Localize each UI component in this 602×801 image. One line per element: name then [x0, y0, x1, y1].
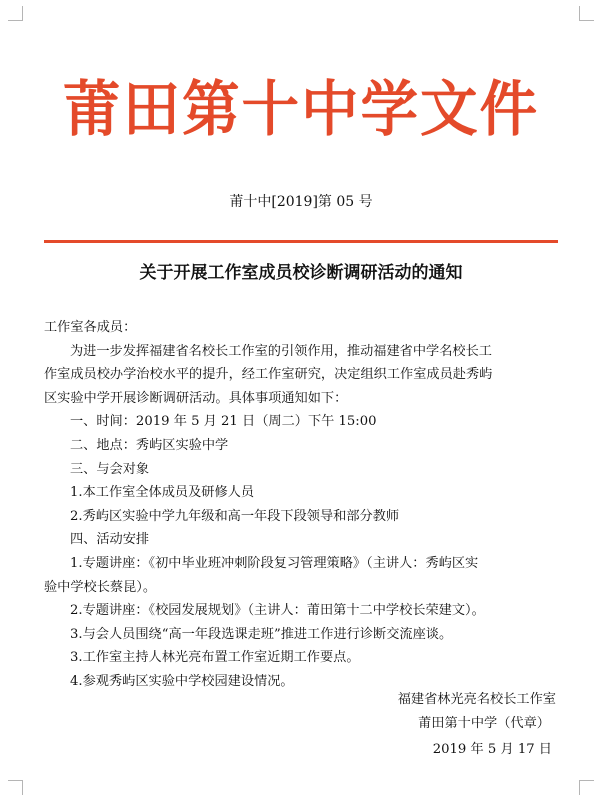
item-schedule-1-cont: 验中学校长蔡昆）。 — [44, 579, 157, 595]
crop-mark-top-left — [8, 6, 23, 21]
notice-title: 关于开展工作室成员校诊断调研活动的通知 — [139, 263, 463, 283]
item-attendees-2: 2.秀屿区实验中学九年级和高一年段下段领导和部分教师 — [70, 508, 400, 524]
intro-line-1: 为进一步发挥福建省名校长工作室的引领作用，推动福建省中学名校长工 — [70, 343, 492, 359]
signature-org: 福建省林光亮名校长工作室 — [397, 692, 556, 707]
intro-line-3: 区实验中学开展诊断调研活动。具体事项通知如下： — [44, 390, 348, 406]
signature-school: 莆田第十中学（代章） — [418, 716, 550, 731]
crop-mark-top-right — [579, 6, 594, 21]
salutation: 工作室各成员： — [44, 320, 137, 335]
red-divider-line — [44, 240, 558, 243]
item-schedule-2: 2.专题讲座：《校园发展规划》（主讲人：莆田第十二中学校长荣建文）。 — [70, 603, 485, 619]
document-masthead: 莆田第十中学文件 — [62, 75, 540, 145]
item-location: 二、地点：秀屿区实验中学 — [70, 437, 229, 453]
item-time: 一、时间：2019 年 5 月 21 日（周二）下午 15:00 — [70, 414, 377, 430]
notice-body — [44, 316, 564, 694]
item-schedule-4: 3.工作室主持人林光亮布置工作室近期工作要点。 — [70, 650, 360, 666]
crop-mark-bottom-right — [579, 780, 594, 795]
document-number: 莆十中[2019]第 05 号 — [229, 194, 373, 210]
crop-mark-bottom-left — [8, 780, 23, 795]
intro-line-2: 作室成员校办学治校水平的提升，经工作室研究，决定组织工作室成员赴秀屿 — [44, 367, 493, 383]
item-attendees-1: 1.本工作室全体成员及研修人员 — [70, 485, 255, 501]
item-attendees-heading: 三、与会对象 — [70, 461, 150, 477]
item-schedule-5: 4.参观秀屿区实验中学校园建设情况。 — [70, 673, 294, 689]
item-schedule-1: 1.专题讲座：《初中毕业班冲刺阶段复习管理策略》（主讲人：秀屿区实 — [70, 555, 479, 571]
signature-date: 2019 年 5 月 17 日 — [432, 742, 552, 757]
item-schedule-3: 3.与会人员围绕“高一年段选课走班”推进工作进行诊断交流座谈。 — [70, 626, 453, 642]
item-schedule-heading: 四、活动安排 — [70, 532, 150, 548]
